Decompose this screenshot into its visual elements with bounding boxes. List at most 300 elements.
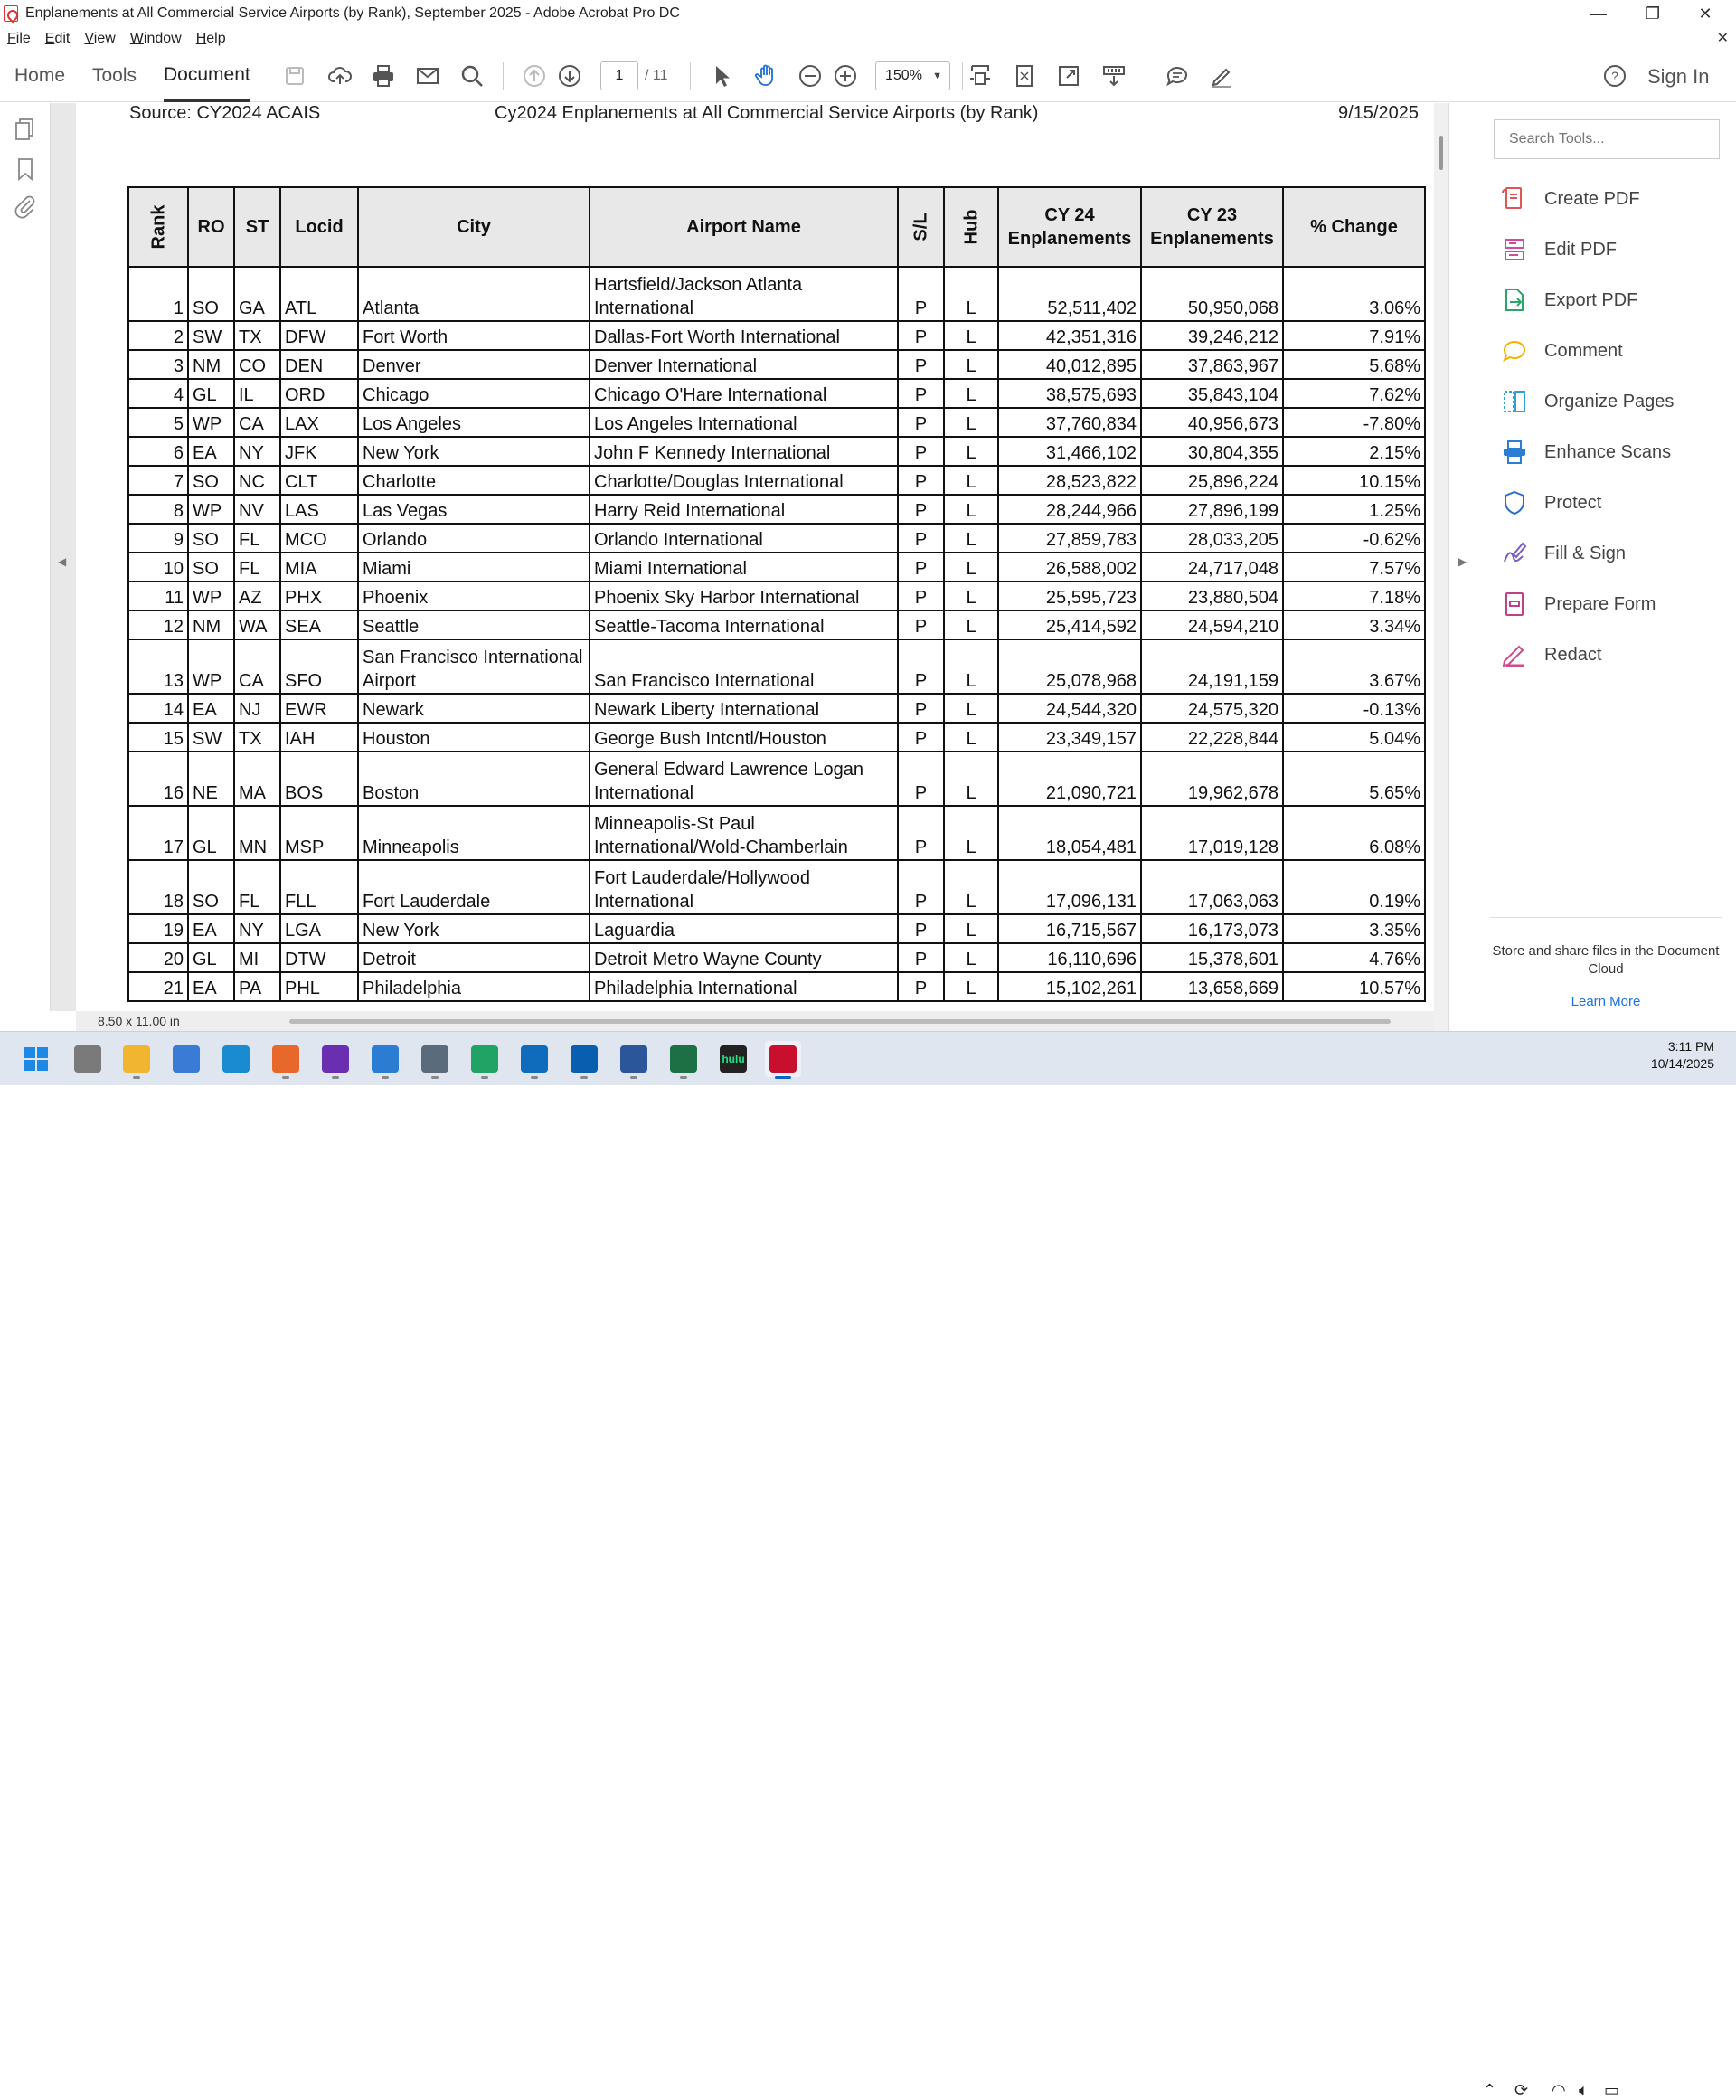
cell-change: 3.34%	[1283, 610, 1425, 639]
cell-cy23: 50,950,068	[1141, 267, 1283, 321]
tool-prepare-form[interactable]	[1501, 586, 1656, 622]
restore-button[interactable]: ❐	[1645, 4, 1661, 23]
cell-rank: 17	[128, 806, 188, 860]
chevron-up-icon[interactable]: ⌃	[1483, 2081, 1497, 2099]
next-page-icon[interactable]	[555, 61, 584, 90]
cell-locid: LAS	[280, 495, 358, 524]
cell-city: Fort Lauderdale	[358, 860, 590, 914]
cell-city: Miami	[358, 553, 590, 582]
cell-city: New York	[358, 914, 590, 943]
cell-locid: FLL	[280, 860, 358, 914]
start-button-icon	[23, 1045, 50, 1073]
cell-rank: 18	[128, 860, 188, 914]
cell-rank: 16	[128, 752, 188, 806]
calculator-icon	[421, 1045, 448, 1073]
running-indicator	[332, 1076, 339, 1079]
cell-locid: MIA	[280, 553, 358, 582]
tool-label: Fill & Sign	[1544, 543, 1627, 563]
acrobat-icon	[769, 1045, 797, 1073]
cell-city: Phoenix	[358, 582, 590, 610]
cell-change: 10.15%	[1283, 466, 1425, 495]
taskbar-excel[interactable]	[665, 1041, 702, 1077]
tool-fill-sign[interactable]	[1501, 535, 1626, 572]
prepare-form-icon	[1501, 591, 1528, 618]
cell-change: -7.80%	[1283, 408, 1425, 437]
cell-airport: Newark Liberty International	[590, 694, 898, 723]
taskbar-task-view[interactable]	[70, 1041, 106, 1077]
cell-cy23: 15,378,601	[1141, 943, 1283, 972]
cell-ro: EA	[188, 914, 234, 943]
app-purple-icon	[322, 1045, 349, 1073]
cell-airport: Chicago O'Hare International	[590, 379, 898, 408]
cell-sl: P	[898, 408, 944, 437]
cell-change: 5.68%	[1283, 350, 1425, 379]
sync-icon[interactable]: ⟳	[1514, 2081, 1529, 2099]
expand-left-icon: ◀	[58, 555, 67, 568]
cell-cy23: 23,880,504	[1141, 582, 1283, 610]
print-icon[interactable]	[369, 61, 398, 90]
cell-ro: GL	[188, 943, 234, 972]
cell-locid: LGA	[280, 914, 358, 943]
cell-change: 3.67%	[1283, 639, 1425, 694]
cell-cy24: 25,595,723	[998, 582, 1141, 610]
acrobat-app-icon	[4, 5, 18, 22]
cell-change: 7.18%	[1283, 582, 1425, 610]
toolbar-separator	[962, 62, 963, 90]
cell-airport: Laguardia	[590, 914, 898, 943]
cell-hub: L	[944, 495, 998, 524]
taskbar-microsoft-store[interactable]	[168, 1041, 204, 1077]
file-explorer-icon	[123, 1045, 150, 1073]
table-row	[128, 437, 1425, 466]
cell-ro: WP	[188, 495, 234, 524]
cell-cy23: 17,019,128	[1141, 806, 1283, 860]
taskbar-edge[interactable]	[218, 1041, 254, 1077]
cell-hub: L	[944, 408, 998, 437]
cell-locid: SFO	[280, 639, 358, 694]
cell-locid: ATL	[280, 267, 358, 321]
taskbar-outlook-new[interactable]	[516, 1041, 552, 1077]
table-row	[128, 553, 1425, 582]
tab-home[interactable]: Home	[14, 65, 66, 86]
cell-sl: P	[898, 321, 944, 350]
zoom-out-icon[interactable]	[796, 61, 825, 90]
main-toolbar	[0, 50, 1736, 102]
taskbar-outlook[interactable]	[566, 1041, 602, 1077]
taskbar-file-explorer[interactable]	[118, 1041, 155, 1077]
taskbar-acrobat[interactable]	[765, 1041, 801, 1077]
report-title: Cy2024 Enplanements at All Commercial Service Airports (by Rank)	[495, 103, 1039, 123]
close-document-button[interactable]: ✕	[1716, 31, 1729, 46]
cell-locid: MSP	[280, 806, 358, 860]
table-row	[128, 972, 1425, 1001]
promo-divider	[1490, 917, 1722, 918]
volume-icon[interactable]: 🔈︎	[1579, 2081, 1589, 2099]
sign-in-link[interactable]: Sign In	[1647, 65, 1710, 88]
taskbar-app-purple[interactable]	[317, 1041, 354, 1077]
cell-change: 5.65%	[1283, 752, 1425, 806]
tab-tools[interactable]: Tools	[92, 65, 137, 86]
cell-change: 3.06%	[1283, 267, 1425, 321]
cell-locid: EWR	[280, 694, 358, 723]
cell-sl: P	[898, 806, 944, 860]
column-header-ro: RO	[188, 187, 234, 267]
cell-rank: 19	[128, 914, 188, 943]
navigation-pane	[0, 103, 51, 1011]
cell-hub: L	[944, 723, 998, 752]
cell-st: WA	[234, 610, 280, 639]
cell-cy23: 30,804,355	[1141, 437, 1283, 466]
tool-label: Enhance Scans	[1544, 441, 1672, 462]
cell-hub: L	[944, 524, 998, 553]
menu-help[interactable]	[189, 31, 233, 47]
cell-cy23: 24,717,048	[1141, 553, 1283, 582]
cell-rank: 13	[128, 639, 188, 694]
cell-change: 7.57%	[1283, 553, 1425, 582]
cell-st: CA	[234, 408, 280, 437]
select-cursor-icon[interactable]	[707, 61, 736, 90]
cell-airport: Detroit Metro Wayne County	[590, 943, 898, 972]
running-indicator	[680, 1076, 687, 1079]
cell-airport: Miami International	[590, 553, 898, 582]
taskbar-app-green-sheet[interactable]	[467, 1041, 503, 1077]
taskbar-hulu[interactable]	[715, 1041, 751, 1077]
taskbar-app-blue-doc[interactable]	[367, 1041, 403, 1077]
cell-cy24: 40,012,895	[998, 350, 1141, 379]
collapse-right-icon: ▶	[1458, 555, 1467, 568]
comment-icon[interactable]	[1163, 61, 1192, 90]
source-label: Source: CY2024 ACAIS	[129, 103, 321, 123]
previous-page-icon[interactable]	[520, 61, 549, 90]
cell-locid: BOS	[280, 752, 358, 806]
cell-locid: PHX	[280, 582, 358, 610]
running-indicator	[775, 1076, 791, 1079]
cell-hub: L	[944, 806, 998, 860]
cell-cy24: 27,859,783	[998, 524, 1141, 553]
zoom-level-select[interactable]	[875, 61, 950, 90]
cell-ro: SW	[188, 723, 234, 752]
cell-cy23: 28,033,205	[1141, 524, 1283, 553]
tool-comment[interactable]	[1501, 333, 1623, 369]
cell-locid: PHL	[280, 972, 358, 1001]
cell-airport: Fort Lauderdale/Hollywood International	[590, 860, 898, 914]
microsoft-store-icon	[173, 1045, 200, 1073]
cell-ro: SO	[188, 466, 234, 495]
app-blue-doc-icon	[372, 1045, 399, 1073]
edge-icon	[222, 1045, 250, 1073]
menu-edit-accel: E	[44, 30, 55, 46]
firefox-icon	[272, 1045, 299, 1073]
scrolling-mode-icon[interactable]	[1099, 61, 1128, 90]
attachments-icon[interactable]	[12, 194, 39, 221]
cell-rank: 10	[128, 553, 188, 582]
cell-st: FL	[234, 524, 280, 553]
cell-locid: DFW	[280, 321, 358, 350]
table-row	[128, 350, 1425, 379]
zoom-value: 150%	[885, 68, 922, 83]
learn-more-link[interactable]: Learn More	[1571, 994, 1641, 1009]
cell-rank: 14	[128, 694, 188, 723]
table-row	[128, 752, 1425, 806]
cell-st: FL	[234, 860, 280, 914]
cell-ro: NM	[188, 350, 234, 379]
cell-locid: ORD	[280, 379, 358, 408]
cell-sl: P	[898, 943, 944, 972]
email-icon[interactable]	[413, 61, 442, 90]
menu-window-accel: W	[129, 30, 144, 46]
fit-width-icon[interactable]	[966, 61, 995, 90]
cell-st: CO	[234, 350, 280, 379]
cell-cy24: 16,715,567	[998, 914, 1141, 943]
cell-change: 3.35%	[1283, 914, 1425, 943]
cell-st: NC	[234, 466, 280, 495]
column-header-city: City	[358, 187, 590, 267]
cell-cy23: 24,594,210	[1141, 610, 1283, 639]
cell-st: PA	[234, 972, 280, 1001]
cell-airport: General Edward Lawrence Logan International	[590, 752, 898, 806]
table-row	[128, 582, 1425, 610]
cell-cy24: 38,575,693	[998, 379, 1141, 408]
table-row	[128, 860, 1425, 914]
column-header-rank: Rank	[128, 187, 188, 267]
tool-label: Redact	[1544, 644, 1602, 665]
cell-cy23: 17,063,063	[1141, 860, 1283, 914]
cell-city: Newark	[358, 694, 590, 723]
running-indicator	[431, 1076, 439, 1079]
taskbar-calculator[interactable]	[417, 1041, 453, 1077]
cell-cy24: 28,523,822	[998, 466, 1141, 495]
tool-label: Export PDF	[1544, 289, 1638, 310]
cell-ro: NM	[188, 610, 234, 639]
cell-city: Atlanta	[358, 267, 590, 321]
running-indicator	[580, 1076, 588, 1079]
tool-enhance-scans[interactable]	[1501, 434, 1671, 470]
cell-sl: P	[898, 350, 944, 379]
cell-airport: San Francisco International	[590, 639, 898, 694]
help-icon[interactable]	[1600, 61, 1629, 90]
menu-edit[interactable]	[38, 31, 78, 47]
cell-city: Orlando	[358, 524, 590, 553]
cell-change: 7.91%	[1283, 321, 1425, 350]
wifi-icon[interactable]: ◠	[1552, 2081, 1566, 2099]
running-indicator	[382, 1076, 389, 1079]
cell-city: Fort Worth	[358, 321, 590, 350]
table-row	[128, 806, 1425, 860]
system-clock[interactable]	[1628, 1038, 1714, 1073]
taskbar-firefox[interactable]	[268, 1041, 304, 1077]
table-row	[128, 723, 1425, 752]
toolbar-separator	[503, 62, 504, 90]
cell-city: Detroit	[358, 943, 590, 972]
create-pdf-icon	[1501, 185, 1528, 213]
cell-airport: Minneapolis-St Paul International/Wold-Chamberlain	[590, 806, 898, 860]
hand-tool-icon[interactable]	[752, 61, 781, 90]
highlight-pen-icon[interactable]	[1207, 61, 1236, 90]
search-tools-input[interactable]	[1494, 119, 1720, 159]
cloud-upload-icon[interactable]	[326, 61, 354, 90]
cell-hub: L	[944, 466, 998, 495]
menu-window-label: indow	[143, 30, 182, 46]
cell-cy23: 35,843,104	[1141, 379, 1283, 408]
cell-sl: P	[898, 466, 944, 495]
minimize-button[interactable]: —	[1590, 4, 1607, 23]
left-pane-toggle[interactable]	[51, 103, 76, 1011]
protect-icon	[1501, 489, 1528, 516]
cell-airport: Orlando International	[590, 524, 898, 553]
fit-page-icon[interactable]	[1010, 61, 1039, 90]
enhance-scans-icon	[1501, 439, 1528, 466]
search-icon[interactable]	[458, 61, 486, 90]
column-header-locid: Locid	[280, 187, 358, 267]
tool-edit-pdf[interactable]	[1501, 232, 1617, 268]
battery-icon[interactable]: ▭	[1604, 2081, 1620, 2099]
cell-st: TX	[234, 321, 280, 350]
tool-redact[interactable]	[1501, 637, 1601, 673]
page-thumbnails-icon[interactable]	[12, 116, 39, 143]
cell-rank: 2	[128, 321, 188, 350]
document-viewport[interactable]	[76, 103, 1434, 1011]
task-view-icon	[74, 1045, 101, 1073]
cell-ro: WP	[188, 582, 234, 610]
column-header-st: ST	[234, 187, 280, 267]
cell-st: GA	[234, 267, 280, 321]
cell-sl: P	[898, 379, 944, 408]
cell-change: 7.62%	[1283, 379, 1425, 408]
cell-st: NJ	[234, 694, 280, 723]
tab-document[interactable]: Document	[164, 50, 250, 102]
menu-view-accel: V	[84, 30, 94, 46]
cell-hub: L	[944, 860, 998, 914]
scrollbar-thumb[interactable]	[1439, 136, 1443, 170]
cell-city: San Francisco International Airport	[358, 639, 590, 694]
tool-create-pdf[interactable]	[1501, 181, 1640, 217]
cell-sl: P	[898, 914, 944, 943]
cell-airport: Dallas-Fort Worth International	[590, 321, 898, 350]
menu-file[interactable]	[0, 31, 38, 47]
cell-cy24: 25,078,968	[998, 639, 1141, 694]
cell-airport: Los Angeles International	[590, 408, 898, 437]
tool-label: Prepare Form	[1544, 593, 1656, 614]
column-header-sl: S/L	[898, 187, 944, 267]
cell-hub: L	[944, 437, 998, 466]
cell-locid: JFK	[280, 437, 358, 466]
cell-sl: P	[898, 437, 944, 466]
full-screen-icon[interactable]	[1054, 61, 1083, 90]
cell-airport: John F Kennedy International	[590, 437, 898, 466]
cell-st: MA	[234, 752, 280, 806]
cell-cy24: 15,102,261	[998, 972, 1141, 1001]
tool-export-pdf[interactable]	[1501, 282, 1637, 318]
cell-change: -0.62%	[1283, 524, 1425, 553]
cell-sl: P	[898, 553, 944, 582]
cell-hub: L	[944, 379, 998, 408]
cell-rank: 8	[128, 495, 188, 524]
save-icon[interactable]	[280, 61, 309, 90]
column-header-cy24: CY 24 Enplanements	[998, 187, 1141, 267]
cell-cy23: 39,246,212	[1141, 321, 1283, 350]
cell-locid: MCO	[280, 524, 358, 553]
cell-airport: Hartsfield/Jackson Atlanta International	[590, 267, 898, 321]
table-body	[128, 267, 1425, 1001]
cell-rank: 15	[128, 723, 188, 752]
promo-text: Store and share files in the Document Cloud	[1492, 943, 1720, 977]
cell-hub: L	[944, 350, 998, 379]
cell-hub: L	[944, 582, 998, 610]
page-number-input[interactable]: 1	[600, 61, 638, 90]
cell-city: Seattle	[358, 610, 590, 639]
table-row	[128, 610, 1425, 639]
tool-organize-pages[interactable]	[1501, 383, 1674, 420]
cell-ro: EA	[188, 972, 234, 1001]
cell-change: 4.76%	[1283, 943, 1425, 972]
cell-hub: L	[944, 610, 998, 639]
cell-change: 5.04%	[1283, 723, 1425, 752]
menu-edit-label: dit	[54, 30, 71, 46]
table-row	[128, 943, 1425, 972]
cell-cy24: 17,096,131	[998, 860, 1141, 914]
zoom-in-icon[interactable]	[831, 61, 860, 90]
tool-protect[interactable]	[1501, 485, 1601, 521]
menu-view[interactable]	[77, 31, 122, 47]
cell-airport: George Bush Intcntl/Houston	[590, 723, 898, 752]
cell-sl: P	[898, 524, 944, 553]
cell-cy23: 27,896,199	[1141, 495, 1283, 524]
report-date: 9/15/2025	[1338, 103, 1419, 123]
cell-hub: L	[944, 553, 998, 582]
cell-cy24: 26,588,002	[998, 553, 1141, 582]
close-button[interactable]: ✕	[1698, 4, 1712, 23]
menu-file-label: ile	[15, 30, 31, 46]
cell-cy23: 13,658,669	[1141, 972, 1283, 1001]
cell-ro: WP	[188, 639, 234, 694]
cell-sl: P	[898, 495, 944, 524]
cell-sl: P	[898, 694, 944, 723]
table-row	[128, 524, 1425, 553]
cell-change: 1.25%	[1283, 495, 1425, 524]
cell-st: IL	[234, 379, 280, 408]
menu-file-accel: F	[7, 30, 16, 46]
running-indicator	[531, 1076, 538, 1079]
tool-label: Create PDF	[1544, 188, 1640, 209]
chevron-down-icon: ▼	[932, 71, 942, 81]
taskbar-start-button[interactable]	[18, 1041, 54, 1077]
bookmarks-icon[interactable]	[12, 156, 39, 183]
cell-cy23: 40,956,673	[1141, 408, 1283, 437]
menu-help-accel: H	[195, 30, 207, 46]
organize-pages-icon	[1501, 388, 1528, 415]
page-total: / 11	[645, 68, 668, 83]
cell-cy24: 28,244,966	[998, 495, 1141, 524]
cell-hub: L	[944, 943, 998, 972]
menu-bar	[0, 27, 1736, 50]
title-bar	[0, 0, 1736, 27]
horizontal-scrollbar[interactable]	[289, 1019, 1391, 1024]
table-row	[128, 408, 1425, 437]
cell-st: NV	[234, 495, 280, 524]
edit-pdf-icon	[1501, 236, 1528, 263]
taskbar-word[interactable]	[616, 1041, 652, 1077]
cell-ro: EA	[188, 437, 234, 466]
cell-locid: DTW	[280, 943, 358, 972]
cell-st: FL	[234, 553, 280, 582]
right-pane-toggle[interactable]	[1448, 103, 1476, 1031]
cell-sl: P	[898, 267, 944, 321]
document-cloud-promo	[1490, 942, 1722, 1011]
vertical-scrollbar[interactable]	[1434, 103, 1448, 1031]
cell-cy24: 52,511,402	[998, 267, 1141, 321]
menu-window[interactable]	[123, 31, 189, 47]
cell-hub: L	[944, 914, 998, 943]
